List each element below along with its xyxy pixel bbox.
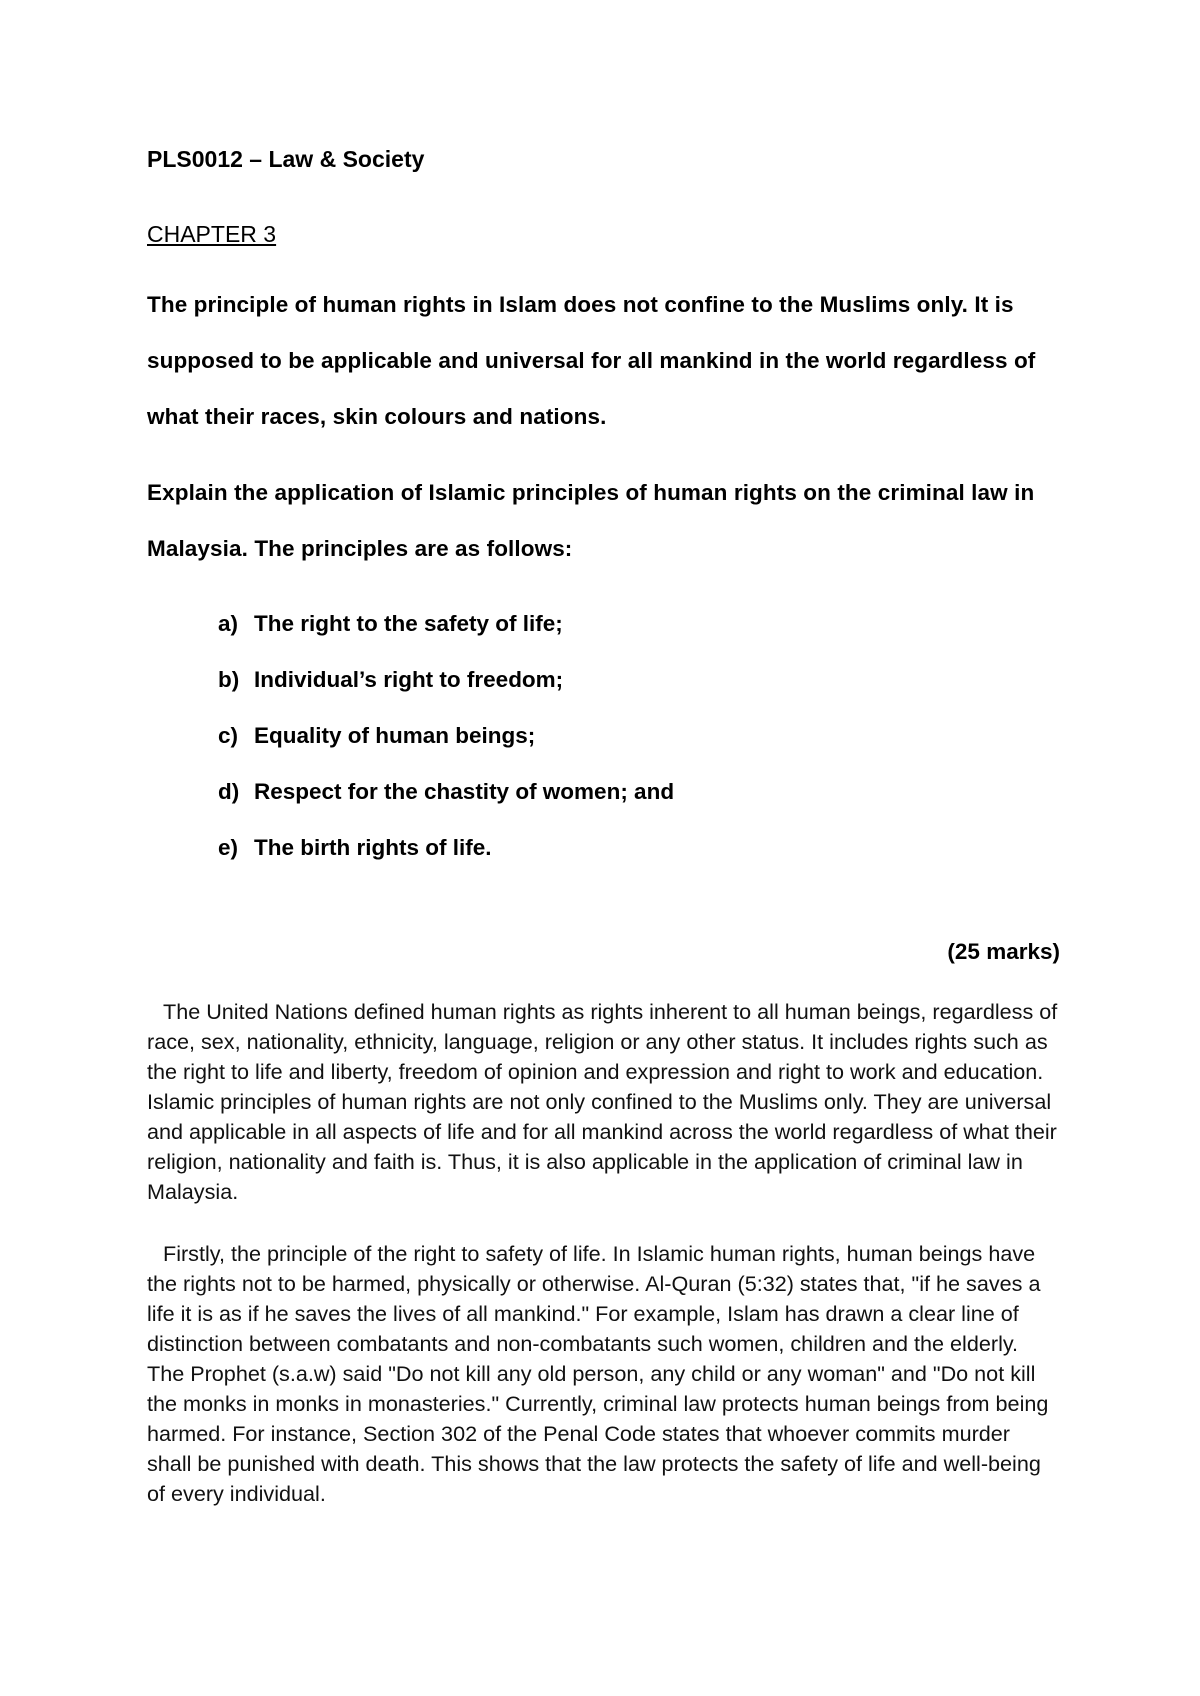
list-item-text: The birth rights of life. — [254, 835, 492, 860]
list-item-letter: a) — [218, 611, 239, 636]
course-code-heading: PLS0012 – Law & Society — [147, 146, 425, 172]
list-item — [0, 764, 1200, 820]
list-item-letter: c) — [218, 723, 239, 748]
question-task: Explain the application of Islamic principles of human rights on the criminal law in Malaysia. The principles are as follows: — [147, 480, 1035, 561]
list-item-letter: b) — [218, 667, 240, 692]
list-item-text: The right to the safety of life; — [254, 611, 563, 636]
list-item-letter: e) — [218, 835, 239, 860]
principles-list — [0, 596, 1200, 876]
list-item-text: Individual’s right to freedom; — [254, 667, 564, 692]
list-item-text: Equality of human beings; — [254, 723, 536, 748]
list-item — [0, 652, 1200, 708]
marks-label: (25 marks) — [947, 939, 1060, 964]
answer-paragraph-2: Firstly, the principle of the right to safety of life. In Islamic human rights, human beings have the rights not to be harmed, physically or otherwise. Al-Quran (5:32) states that, "if he saves a life it is as if he saves the lives of all mankind." For example, Islam has drawn a clear line of distinction between combatants and non-combatants such women, children and the elderly. The Prophet (s.a.w) said "Do not kill any old person, any child or any woman" and "Do not kill the monks in monks in monasteries." Currently, criminal law protects human beings from being harmed. For instance, Section 302 of the Penal Code states that whoever commits murder shall be punished with death. This shows that the law protects the safety of life and well-being of every individual. — [147, 1241, 1049, 1506]
question-intro: The principle of human rights in Islam does not confine to the Muslims only. It is supposed to be applicable and universal for all mankind in the world regardless of what their races, skin colours and nations. — [147, 292, 1036, 429]
list-item-text: Respect for the chastity of women; and — [254, 779, 675, 804]
chapter-heading: CHAPTER 3 — [147, 221, 277, 247]
answer-paragraph-1: The United Nations defined human rights as rights inherent to all human beings, regardless of race, sex, nationality, ethnicity, language, religion or any other status. It includes rights such as the right to life and liberty, freedom of opinion and expression and right to work and education. Islamic principles of human rights are not only confined to the Muslims only. They are universal and applicable in all aspects of life and for all mankind across the world regardless of what their religion, nationality and faith is. Thus, it is also applicable in the application of criminal law in Malaysia. — [147, 999, 1058, 1204]
list-item — [0, 596, 1200, 652]
list-item — [0, 708, 1200, 764]
list-item — [0, 820, 1200, 876]
list-item-letter: d) — [218, 779, 240, 804]
